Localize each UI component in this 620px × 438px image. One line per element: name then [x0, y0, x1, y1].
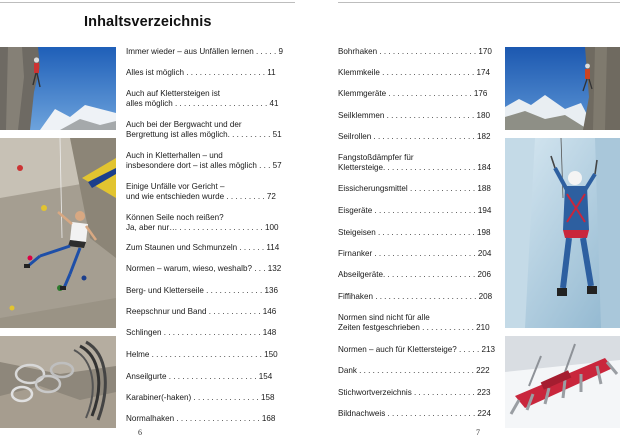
ice-climber-photo — [505, 138, 620, 328]
toc-entry[interactable]: Können Seile noch reißen? Ja, aber nur… . . . . . . . . . . . . . . . . . . . 100 — [126, 213, 279, 233]
toc-entry[interactable]: Helme . . . . . . . . . . . . . . . . . . . . . . . . . 150 — [126, 350, 278, 359]
toc-entry[interactable]: Anseilgurte . . . . . . . . . . . . . . . . . . . . 154 — [126, 372, 273, 381]
page-number-right: 7 — [476, 428, 480, 437]
gear-carabiners-photo — [0, 336, 116, 428]
toc-entry[interactable]: Auch bei der Bergwacht und der Bergrettung ist alles möglich. . . . . . . . . . 51 — [126, 120, 282, 140]
toc-entry[interactable]: Karabiner(-haken) . . . . . . . . . . . . . . . 158 — [126, 393, 275, 402]
crampon-photo — [505, 336, 620, 428]
toc-entry[interactable]: Seilrollen . . . . . . . . . . . . . . . . . . . . . . . 182 — [338, 132, 491, 141]
left-page — [0, 0, 300, 438]
right-page — [320, 0, 620, 438]
page-title: Inhaltsverzeichnis — [84, 14, 212, 30]
toc-entry[interactable]: Auch in Kletterhallen – und insbesondere dort – ist alles möglich . . . 57 — [126, 151, 282, 171]
toc-entry[interactable]: Normalhaken . . . . . . . . . . . . . . . . . . . 168 — [126, 414, 276, 423]
top-rule-left — [0, 2, 295, 3]
toc-entry[interactable]: Eissicherungsmittel . . . . . . . . . . . . . . . 188 — [338, 184, 491, 193]
toc-entry[interactable]: Fangstoßdämpfer für Klettersteige. . . . . . . . . . . . . . . . . . . . . 184 — [338, 153, 491, 173]
toc-entry[interactable]: Immer wieder – aus Unfällen lernen . . . . . 9 — [126, 47, 283, 56]
toc-entry[interactable]: Stichwortverzeichnis . . . . . . . . . . . . . . 223 — [338, 388, 491, 397]
toc-entry[interactable]: Dank . . . . . . . . . . . . . . . . . . . . . . . . . . 222 — [338, 366, 490, 375]
toc-entry[interactable]: Bildnachweis . . . . . . . . . . . . . . . . . . . . 224 — [338, 409, 491, 418]
toc-entry[interactable]: Klemmkeile . . . . . . . . . . . . . . . . . . . . . 174 — [338, 68, 491, 77]
toc-entry[interactable]: Normen sind nicht für alle Zeiten festgeschrieben . . . . . . . . . . . . 210 — [338, 313, 490, 333]
toc-entry[interactable]: Abseilgeräte. . . . . . . . . . . . . . . . . . . . . 206 — [338, 270, 491, 279]
toc-entry[interactable]: Reepschnur und Band . . . . . . . . . . . . 146 — [126, 307, 277, 316]
toc-entry[interactable]: Steigeisen . . . . . . . . . . . . . . . . . . . . . . 198 — [338, 228, 491, 237]
toc-entry[interactable]: Klemmgeräte . . . . . . . . . . . . . . . . . . . 176 — [338, 89, 488, 98]
toc-entry[interactable]: Einige Unfälle vor Gericht – und wie entschieden wurde . . . . . . . . . 72 — [126, 182, 276, 202]
toc-entry[interactable]: Bohrhaken . . . . . . . . . . . . . . . . . . . . . . 170 — [338, 47, 492, 56]
rock-climber-right-photo — [505, 47, 620, 130]
toc-entry[interactable]: Normen – auch für Klettersteige? . . . . . 213 — [338, 345, 496, 354]
climber-rock-sky-photo — [0, 47, 116, 130]
toc-entry[interactable]: Schlingen . . . . . . . . . . . . . . . . . . . . . . 148 — [126, 328, 277, 337]
toc-entry[interactable]: Alles ist möglich . . . . . . . . . . . . . . . . . . 11 — [126, 68, 276, 77]
toc-entry[interactable]: Zum Staunen und Schmunzeln . . . . . . 114 — [126, 243, 280, 252]
toc-entry[interactable]: Firnanker . . . . . . . . . . . . . . . . . . . . . . . 204 — [338, 249, 492, 258]
toc-entry[interactable]: Fiffihaken . . . . . . . . . . . . . . . . . . . . . . . 208 — [338, 292, 493, 301]
toc-entry[interactable]: Seilklemmen . . . . . . . . . . . . . . . . . . . . 180 — [338, 111, 491, 120]
toc-entry[interactable]: Auch auf Klettersteigen ist alles möglich . . . . . . . . . . . . . . . . . . . . . 41 — [126, 89, 279, 109]
toc-entry[interactable]: Berg- und Kletterseile . . . . . . . . . . . . . 136 — [126, 286, 279, 295]
climbing-hall-photo — [0, 138, 116, 328]
top-rule-right — [338, 2, 620, 3]
page-number-left: 6 — [138, 428, 142, 437]
toc-entry[interactable]: Eisgeräte . . . . . . . . . . . . . . . . . . . . . . . 194 — [338, 206, 492, 215]
toc-entry[interactable]: Normen – warum, wieso, weshalb? . . . 132 — [126, 264, 282, 273]
